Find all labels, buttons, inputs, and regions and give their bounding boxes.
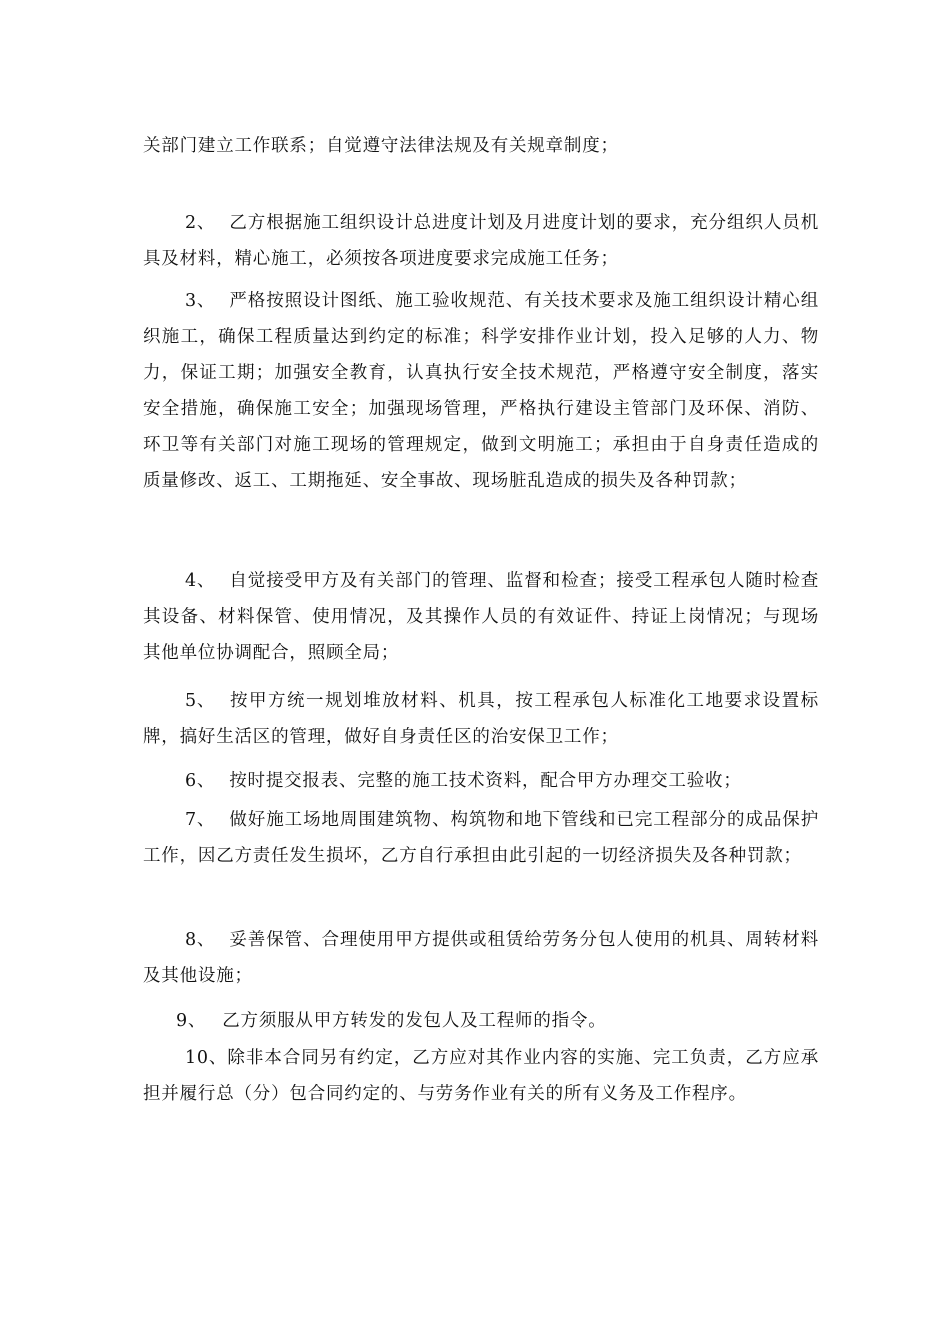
clause-number: 4、 [185,571,216,591]
clause-number: 5、 [185,691,216,711]
clause-9 [143,1003,819,1039]
clause-6 [143,763,819,799]
clause-2 [143,205,819,277]
clause-text: 按甲方统一规划堆放材料、机具，按工程承包人标准化工地要求设置标牌，搞好生活区的管理，做好自身责任区的治安保卫工作； [143,691,819,747]
clause-number: 7、 [185,810,216,830]
clause-text: 自觉接受甲方及有关部门的管理、监督和检查；接受工程承包人随时检查其设备、材料保管、使用情况，及其操作人员的有效证件、持证上岗情况；与现场其他单位协调配合，照顾全局； [143,571,819,663]
clause-text: 做好施工场地周围建筑物、构筑物和地下管线和已完工程部分的成品保护工作，因乙方责任发生损坏，乙方自行承担由此引起的一切经济损失及各种罚款； [143,810,819,866]
clause-text: 乙方须服从甲方转发的发包人及工程师的指令。 [222,1011,607,1031]
clause-text: 按时提交报表、完整的施工技术资料，配合甲方办理交工验收； [229,771,742,791]
continuation-paragraph [143,128,819,164]
clause-number: 2、 [185,213,216,233]
clause-10 [143,1040,819,1112]
clause-number: 8、 [185,930,216,950]
clause-text: 乙方根据施工组织设计总进度计划及月进度计划的要求，充分组织人员机具及材料，精心施工，必须按各项进度要求完成施工任务； [143,213,819,269]
clause-number: 9、 [176,1011,207,1031]
clause-4 [143,563,819,671]
clause-number: 10、 [185,1048,228,1068]
clause-text: 妥善保管、合理使用甲方提供或租赁给劳务分包人使用的机具、周转材料及其他设施； [143,930,819,986]
clause-number: 6、 [185,771,216,791]
clause-3 [143,283,819,499]
clause-number: 3、 [185,291,216,311]
clause-7 [143,802,819,874]
clause-text: 严格按照设计图纸、施工验收规范、有关技术要求及施工组织设计精心组织施工，确保工程质量达到约定的标准；科学安排作业计划，投入足够的人力、物力，保证工期；加强安全教育，认真执行安全技术规范，严格遵守安全制度，落实安全措施，确保施工安全；加强现场管理，严格执行建设主管部门及环保、消防、环卫等有关部门对施工现场的管理规定，做到文明施工；承担由于自身责任造成的质量修改、返工、工期拖延、安全事故、现场脏乱造成的损失及各种罚款； [143,291,819,491]
clause-5 [143,683,819,755]
clause-8 [143,922,819,994]
paragraph-text: 关部门建立工作联系；自觉遵守法律法规及有关规章制度； [143,136,619,156]
clause-text: 除非本合同另有约定，乙方应对其作业内容的实施、完工负责，乙方应承担并履行总（分）包合同约定的、与劳务作业有关的所有义务及工作程序。 [143,1048,819,1104]
